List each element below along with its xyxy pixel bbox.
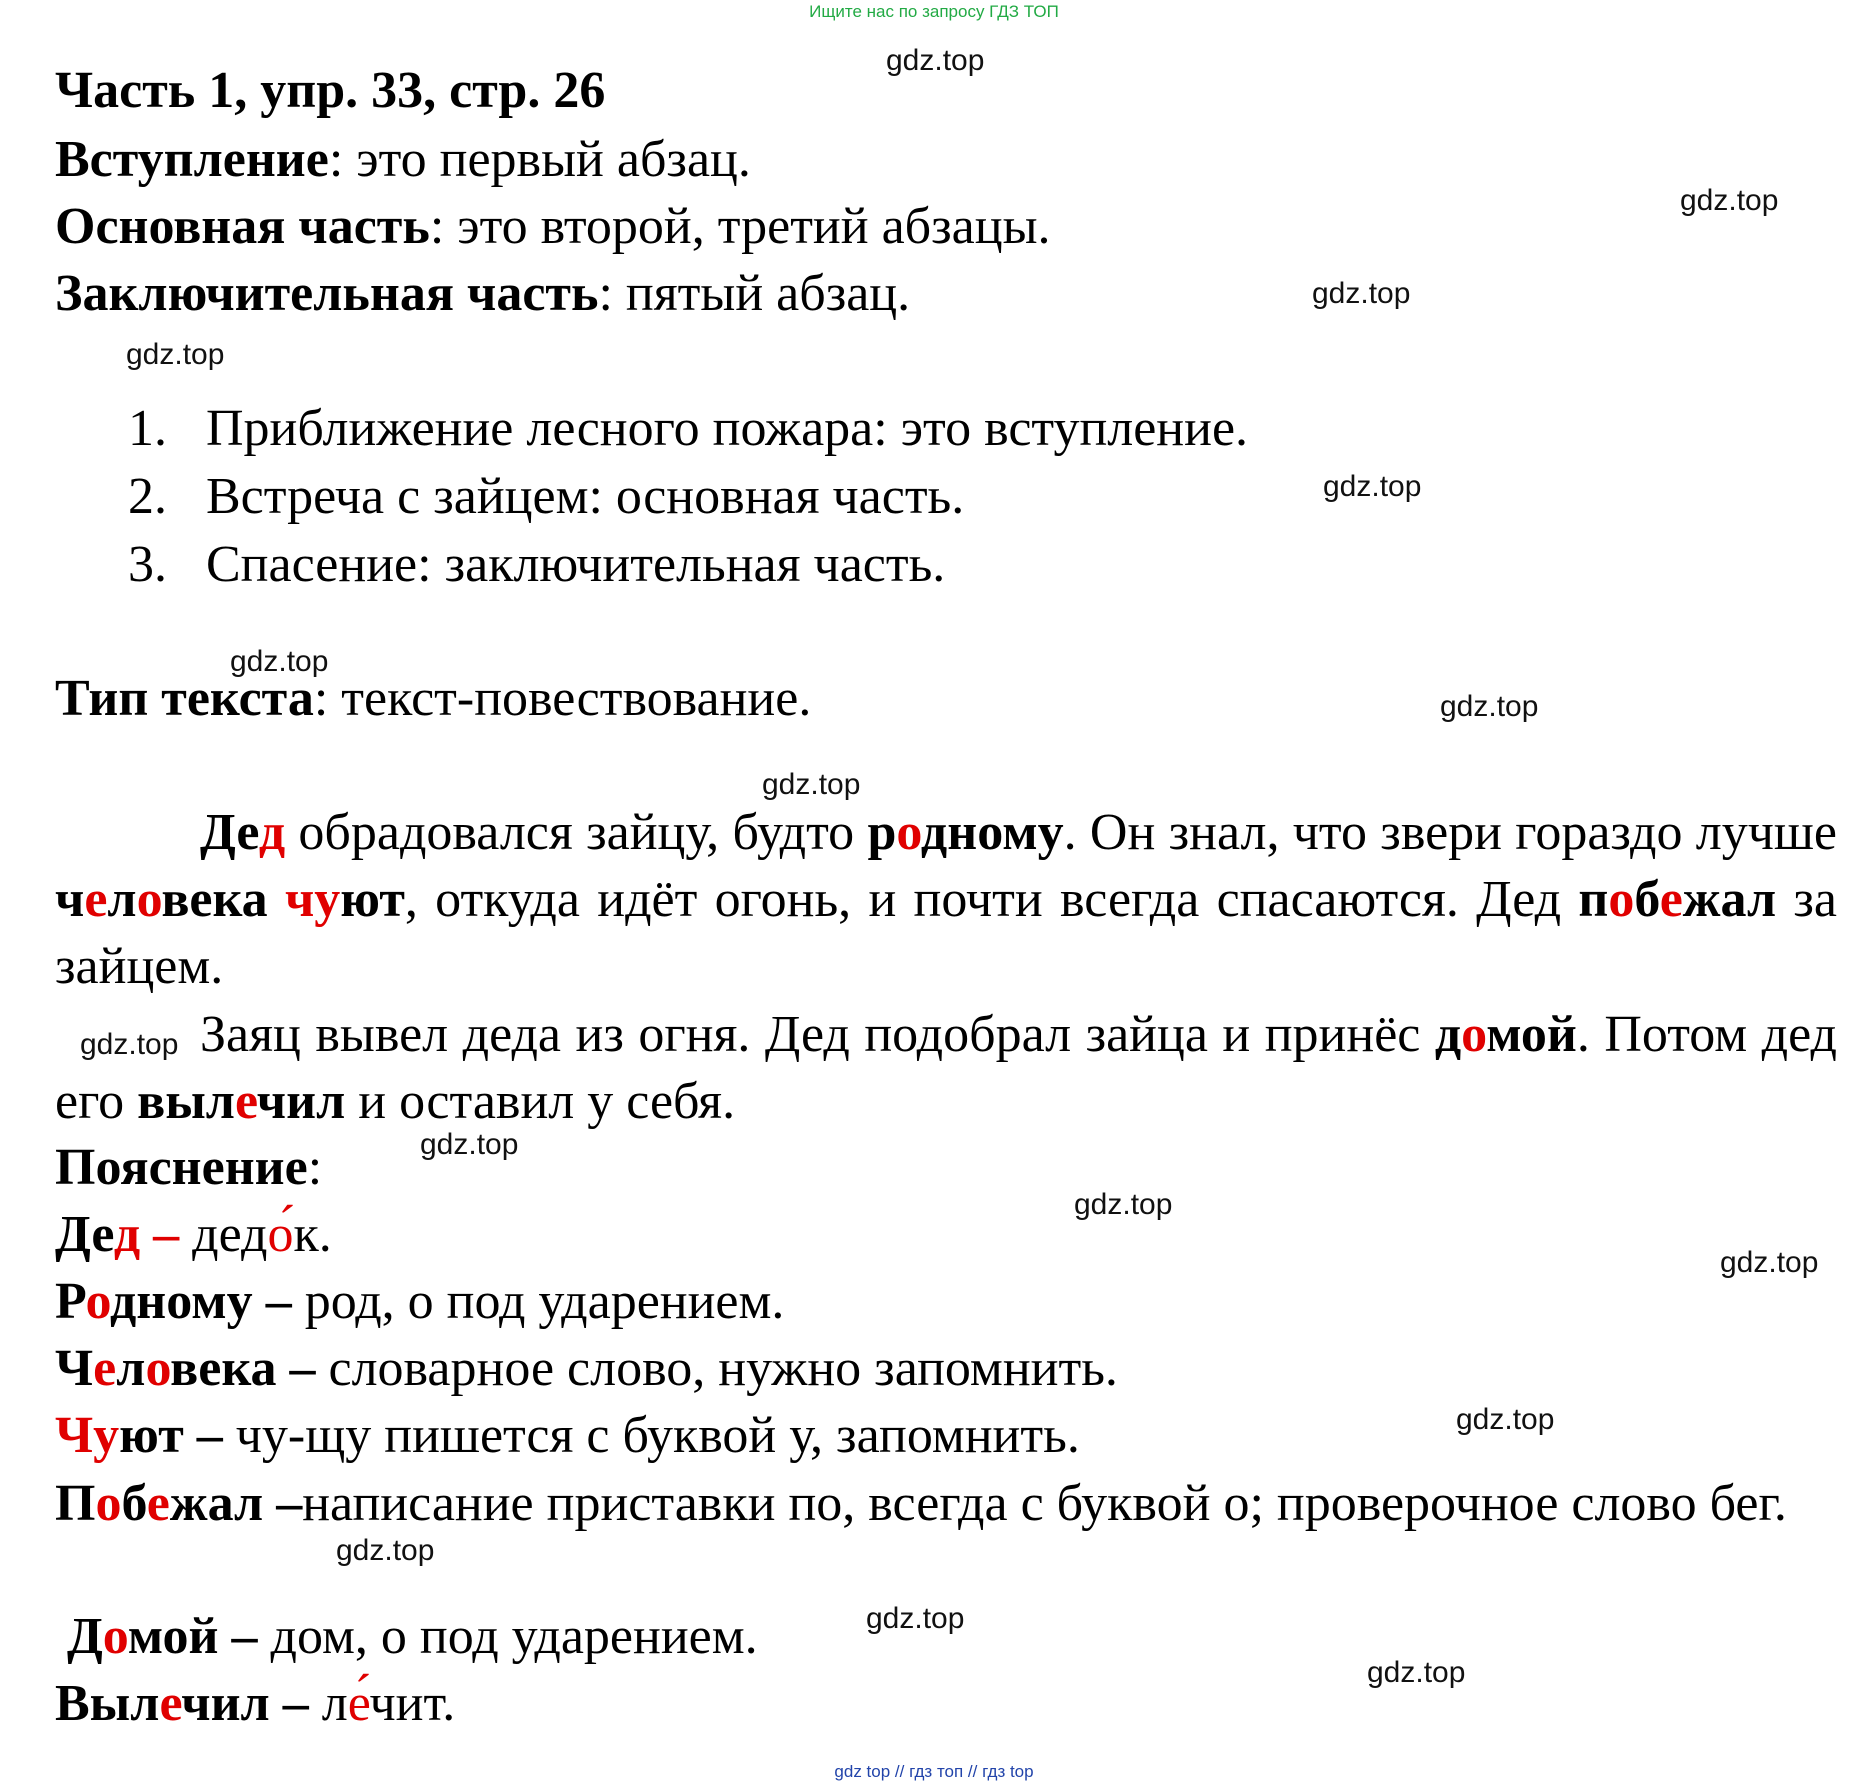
part-intro: Вступление: это первый абзац. — [55, 131, 751, 188]
watermark: gdz.top — [1680, 184, 1779, 217]
plan-item: 3. Спасение: заключительная часть. — [128, 536, 946, 593]
top-search-note: Ищите нас по запросу ГДЗ ТОП — [809, 2, 1059, 21]
footer-links: gdz top // гдз топ // гдз top — [834, 1762, 1034, 1781]
part-conclusion: Заключительная часть: пятый абзац. — [55, 265, 911, 322]
explanation-heading: Пояснение: — [55, 1139, 323, 1196]
watermark: gdz.top — [230, 645, 329, 678]
watermark: gdz.top — [762, 768, 861, 801]
watermark: gdz.top — [1440, 690, 1539, 723]
explanation-cheloveka: Человека – словарное слово, нужно запомнить. — [55, 1340, 1118, 1397]
watermark: gdz.top — [1323, 470, 1422, 503]
page-title: Часть 1, упр. 33, стр. 26 — [55, 62, 606, 119]
watermark: gdz.top — [886, 44, 985, 77]
watermark: gdz.top — [80, 1028, 179, 1061]
explanation-ded: Дед – дедо́к. — [55, 1206, 332, 1263]
explanation-pobezhal: Побежал –написание приставки по, всегда с буквой о; проверочное слово бег. — [55, 1475, 1787, 1532]
plan-item: 2. Встреча с зайцем: основная часть. — [128, 468, 965, 525]
explanation-vylechil: Вылечил – ле́чит. — [55, 1675, 456, 1732]
story-paragraph-2: Заяц вывел деда из огня. Дед подобрал зайца и принёс домой. Потом дед его вылечил и оставил у себя. — [55, 1006, 1837, 1130]
watermark: gdz.top — [1074, 1188, 1173, 1221]
story-paragraph-1: Дед обрадовался зайцу, будто родному. Он знал, что звери гораздо лучше человека чуют, откуда идёт огонь, и почти всегда спасаются. Дед побежал за зайцем. — [55, 804, 1838, 995]
explanation-domoy: Домой – дом, о под ударением. — [67, 1608, 758, 1665]
watermark: gdz.top — [1312, 277, 1411, 310]
explanation-rodnomu: Родному – род, о под ударением. — [55, 1273, 785, 1330]
part-main: Основная часть: это второй, третий абзацы. — [55, 198, 1051, 255]
watermark: gdz.top — [1367, 1656, 1466, 1689]
watermark: gdz.top — [1720, 1246, 1819, 1279]
watermark: gdz.top — [1456, 1403, 1555, 1436]
watermark: gdz.top — [420, 1128, 519, 1161]
watermark: gdz.top — [126, 338, 225, 371]
explanation-chuyut: Чуют – чу-щу пишется с буквой у, запомнить. — [55, 1407, 1080, 1464]
plan-item: 1. Приближение лесного пожара: это вступление. — [128, 400, 1249, 457]
text-type: Тип текста: текст-повествование. — [55, 670, 812, 727]
watermark: gdz.top — [866, 1602, 965, 1635]
watermark: gdz.top — [336, 1534, 435, 1567]
